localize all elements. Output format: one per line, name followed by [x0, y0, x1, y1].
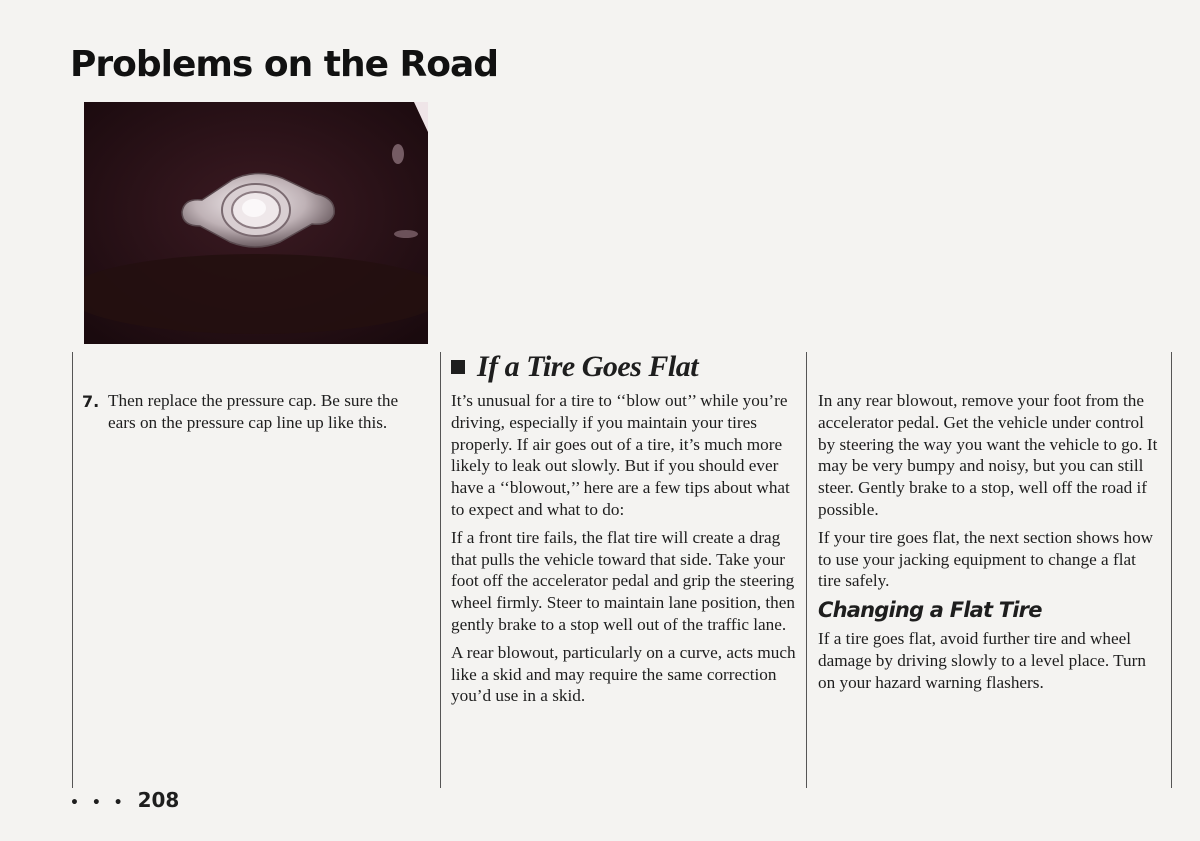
- page-number-dots: • • •: [70, 795, 127, 811]
- square-bullet-icon: [451, 360, 465, 374]
- section-heading: [451, 350, 698, 384]
- page-number: [70, 788, 179, 812]
- page-number-value: 208: [137, 788, 180, 812]
- left-column: [82, 390, 427, 434]
- column-divider-4: [1171, 352, 1172, 788]
- step-item: [82, 390, 427, 434]
- section-title: If a Tire Goes Flat: [477, 350, 699, 383]
- paragraph: It’s unusual for a tire to ‘‘blow out’’ while you’re driving, especially if you maintain your tires properly. If air goes out of a tire, it’s much more likely to leak out slowly. But if you should ever have a ‘‘blowout,’’ here are a few tips about what to expect and what to do:: [451, 391, 790, 519]
- paragraph: In any rear blowout, remove your foot from the accelerator pedal. Get the vehicle under control by steering the way you want the vehicle to go. It may be very bumpy and noisy, but you can still steer. Gently brake to a stop, well off the road if possible.: [818, 391, 1158, 519]
- page-title: Problems on the Road: [70, 44, 499, 85]
- radiator-pressure-cap-photo: [84, 102, 428, 344]
- pressure-cap-icon: [84, 102, 428, 344]
- column-divider-1: [72, 352, 73, 788]
- column-divider-3: [806, 352, 807, 788]
- paragraph: If a front tire fails, the flat tire will create a drag that pulls the vehicle toward that side. Take your foot off the accelerator pedal and grip the steering wheel firmly. Steer to maintain lane position, then gently brake to a stop well out of the traffic lane.: [451, 527, 795, 634]
- paragraph: A rear blowout, particularly on a curve, acts much like a skid and may require the same correction you’d use in a skid.: [451, 642, 796, 706]
- right-column: [818, 390, 1158, 699]
- column-divider-2: [440, 352, 441, 788]
- middle-column: [451, 390, 799, 713]
- paragraph: If your tire goes flat, the next section shows how to use your jacking equipment to change a flat tire safely.: [818, 527, 1154, 591]
- step-number: 7.: [82, 392, 100, 411]
- subsection-title: Changing a Flat Tire: [818, 598, 1042, 623]
- paragraph: If a tire goes flat, avoid further tire and wheel damage by driving slowly to a level place. Turn on your hazard warning flashers.: [818, 628, 1146, 692]
- step-text: Then replace the pressure cap. Be sure the ears on the pressure cap line up like this.: [108, 391, 399, 432]
